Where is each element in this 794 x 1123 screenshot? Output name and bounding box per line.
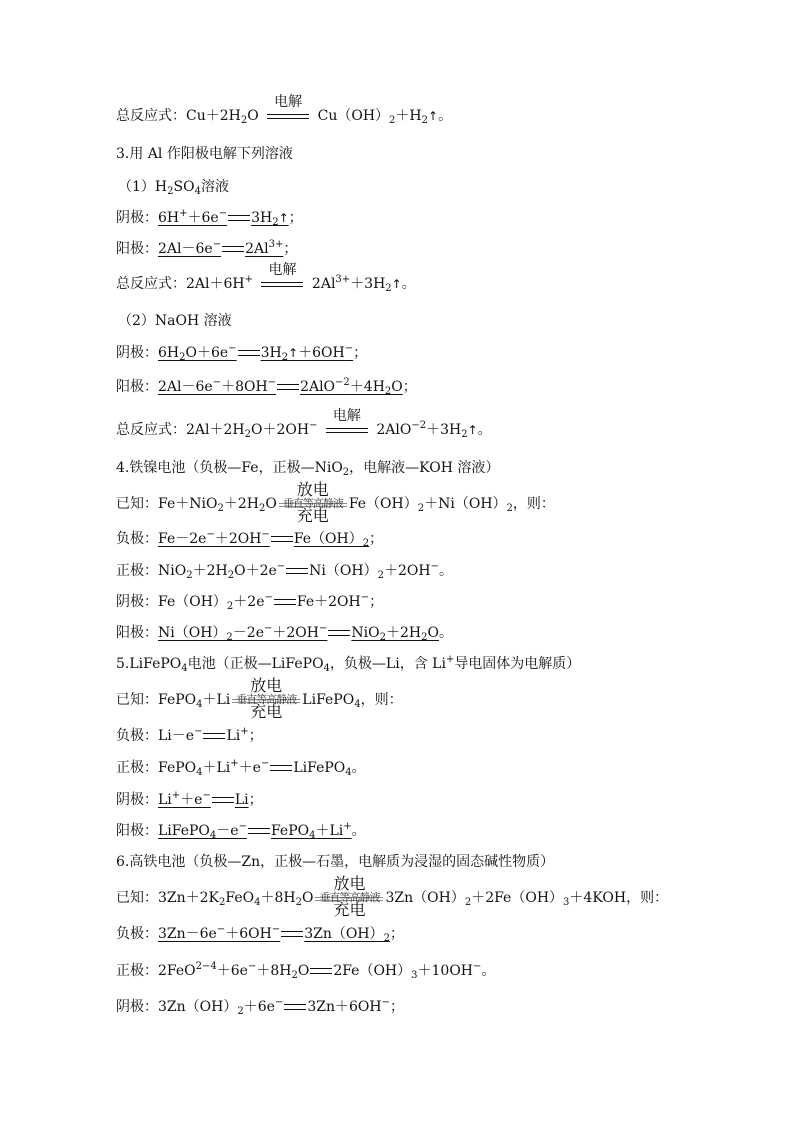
electrolysis-condition	[259, 262, 305, 291]
formula-part: ＋8H	[256, 963, 292, 979]
electrode-label: 负极：	[116, 728, 158, 744]
formula-part: 5.LiFePO	[116, 656, 182, 672]
formula-part: −	[228, 343, 237, 354]
formula-part: ＋6e	[243, 999, 275, 1015]
formula-part: Li	[234, 792, 249, 808]
formula-part: ＋4H	[349, 379, 385, 395]
equals-sign	[212, 797, 234, 803]
text: O	[247, 108, 259, 124]
formula-part: 3H	[251, 210, 273, 226]
text: 。	[351, 823, 366, 839]
formula-part: 4	[309, 830, 316, 841]
formula-part: 3Zn（OH）	[158, 999, 238, 1015]
text: ＋2H	[223, 496, 259, 512]
formula-part: 2	[377, 570, 384, 581]
arrow-watermark: 垂直等高静液	[282, 497, 343, 510]
subscript: 4	[354, 699, 361, 710]
electrode-label: 阴极：	[116, 345, 158, 361]
electrolysis-condition	[324, 408, 370, 437]
formula-part: 2Al	[245, 241, 269, 257]
cathode-h2so4	[116, 208, 303, 228]
text: ，电解液—KOH 溶液）	[349, 460, 500, 476]
formula-part: O	[297, 963, 310, 979]
reversible-arrow	[230, 676, 302, 721]
formula-part: 2	[237, 1006, 244, 1017]
charge-label: 充电	[250, 702, 283, 721]
text: ；	[369, 531, 384, 547]
formula-part: −	[218, 208, 228, 219]
formula-part: ＋Li	[202, 760, 231, 776]
section-4-heading	[116, 458, 499, 478]
formula-part: ↑	[278, 211, 289, 225]
formula-part: 3	[563, 897, 570, 908]
formula-part: Ni（OH）	[158, 625, 227, 641]
equals-sign	[248, 828, 270, 834]
subsection-h2so4	[118, 177, 229, 197]
text: ；	[353, 345, 368, 361]
subscript: 2	[240, 115, 248, 126]
known-reaction-fe-ni	[116, 480, 555, 525]
formula-part: 已知：3Zn＋2K	[116, 890, 220, 906]
reversible-arrow	[277, 480, 349, 525]
text: 总反应式：2Al＋2H	[116, 422, 245, 438]
formula-part: 4	[181, 663, 188, 674]
equals-sign	[270, 765, 292, 771]
formula-part: LiFePO	[293, 760, 346, 776]
formula-part: ＋2H	[192, 563, 228, 579]
formula-part: 4	[323, 663, 330, 674]
subscript: 2	[421, 115, 429, 126]
formula-part: −	[274, 997, 284, 1008]
formula-part: −	[260, 758, 270, 769]
formula-part: −2	[335, 377, 350, 388]
formula-part: Li－e	[158, 728, 195, 744]
subscript: 2	[244, 429, 251, 440]
electrode-label: 阴极：	[116, 594, 158, 610]
equals-sign	[222, 246, 244, 252]
gas-arrow: ↑	[428, 109, 439, 123]
formula-part: −	[430, 561, 439, 572]
negative-lifepo4	[116, 726, 263, 746]
equals-sign	[284, 1004, 306, 1010]
formula-part: 2	[186, 570, 193, 581]
discharge-label: 放电	[296, 480, 329, 499]
formula-part: 2	[383, 933, 390, 944]
subscript: 2	[506, 503, 513, 514]
formula-part: 2	[227, 570, 235, 581]
electrode-label: 阴极：	[116, 792, 158, 808]
formula-part: 4	[209, 830, 217, 841]
negative-ferrate	[116, 924, 404, 944]
text: 4.铁镍电池（负极—Fe，正极—NiO	[116, 460, 343, 476]
formula-part: －e	[216, 823, 239, 839]
formula-part: 2Al－6e	[158, 379, 213, 395]
electrode-label: 阴极：	[116, 210, 158, 226]
text: ＋3H	[350, 276, 386, 292]
text: SO	[173, 179, 195, 195]
equation	[158, 823, 352, 839]
negative-fe-ni	[116, 529, 383, 549]
formula-part: −	[381, 997, 390, 1008]
formula-part: Li	[158, 792, 172, 808]
text: ＋3H	[426, 422, 462, 438]
formula-part: FePO	[270, 823, 310, 839]
formula-part: 2FeO	[158, 963, 196, 979]
formula-part: 导电固体为电解质）	[454, 656, 581, 672]
formula-part: ＋6OH	[298, 345, 345, 361]
superscript: −2	[411, 420, 427, 431]
formula-part: Fe（OH）	[158, 594, 227, 610]
equation	[158, 625, 439, 641]
equals-sign	[277, 384, 299, 390]
formula-part: 2	[281, 352, 289, 363]
formula-part: ＋Li	[315, 823, 344, 839]
superscript: +	[244, 274, 254, 285]
formula-part: −	[212, 377, 222, 388]
formula-part: ，负极—Li，含 Li	[329, 656, 446, 672]
subscript: 2	[461, 429, 468, 440]
known-reaction-lifepo4	[116, 676, 403, 721]
arrow-watermark: 垂直等高静液	[236, 693, 297, 706]
equals-sign	[281, 931, 303, 937]
known-reaction-ferrate	[116, 874, 669, 919]
formula-part: Ni（OH）	[309, 563, 378, 579]
equals-bar	[261, 282, 303, 287]
formula-part: 3H	[260, 345, 282, 361]
formula-part: 6H	[158, 345, 180, 361]
formula-part: 3Zn（OH）	[385, 890, 465, 906]
formula-part: −	[318, 623, 328, 634]
equals-bar	[267, 114, 309, 119]
subscript: 2	[342, 467, 350, 478]
formula-part: 2	[379, 632, 386, 643]
equals-sign	[286, 568, 308, 574]
formula-part: ；	[248, 728, 263, 744]
formula-part: ＋8H	[260, 890, 296, 906]
cathode-ferrate	[116, 997, 404, 1017]
section-5-heading	[116, 654, 580, 674]
equals-sign	[238, 350, 260, 356]
text: Cu（OH）	[317, 108, 390, 124]
formula-part: ＋6OH	[225, 926, 272, 942]
formula-part: 2	[464, 897, 472, 908]
formula-part: +	[445, 654, 455, 665]
formula-part: +	[171, 790, 181, 801]
formula-part: ＋2H	[385, 625, 422, 641]
discharge-label: 放电	[250, 676, 283, 695]
formula-part: 4	[196, 767, 203, 778]
subscript: 4	[194, 186, 201, 197]
text: 已知：FePO	[116, 692, 197, 708]
formula-part: −	[238, 821, 247, 832]
electrode-label: 正极：	[116, 963, 158, 979]
formula-part: 3+	[268, 239, 284, 250]
formula-part: O	[391, 379, 403, 395]
equals-sign	[274, 599, 296, 605]
formula-part: NiO	[351, 625, 380, 641]
electrode-label: 负极：	[116, 531, 158, 547]
formula-part: 3	[411, 970, 418, 981]
positive-fe-ni	[116, 561, 453, 581]
equation	[158, 531, 369, 547]
anode-fe-ni	[116, 623, 453, 643]
cathode-lifepo4	[116, 790, 263, 810]
arrow-watermark: 垂直等高静液	[319, 891, 380, 904]
formula-part: ＋2OH	[214, 531, 262, 547]
text: 2AlO	[376, 422, 412, 438]
text: 2Al	[311, 276, 336, 292]
subscript: 2	[217, 503, 224, 514]
subscript: 2	[389, 115, 396, 126]
formula-part: 2Fe（OH）	[333, 963, 412, 979]
text: 。	[438, 108, 453, 124]
equals-sign	[271, 536, 293, 542]
formula-part: −	[194, 726, 203, 737]
electrode-label: 正极：	[116, 563, 158, 579]
superscript: −	[309, 420, 318, 431]
equals-sign	[310, 968, 332, 974]
formula-part: 2AlO	[300, 379, 336, 395]
formula-part: +	[343, 821, 352, 832]
text: 总反应式：2Al＋6H	[116, 276, 245, 292]
electrode-label: 正极：	[116, 760, 158, 776]
equation	[158, 379, 403, 395]
cathode-naoh	[116, 343, 367, 363]
equals-sign	[328, 630, 350, 636]
formula-part: +	[230, 758, 239, 769]
formula-part: −	[261, 529, 270, 540]
formula-part: Fe－2e	[158, 531, 207, 547]
electrode-label: 负极：	[116, 926, 158, 942]
electrode-label: 阴极：	[116, 999, 158, 1015]
subscript: 2	[167, 186, 174, 197]
formula-part: 2	[219, 897, 226, 908]
formula-part: −	[344, 343, 354, 354]
formula-part: 2	[295, 897, 302, 908]
formula-part: ↑	[288, 346, 299, 360]
text: ＋H	[395, 108, 422, 124]
discharge-label: 放电	[333, 874, 366, 893]
formula-part: O	[302, 890, 314, 906]
charge-label: 充电	[333, 900, 366, 919]
formula-part: O＋6e	[185, 345, 229, 361]
overall-reaction-h2so4	[116, 262, 416, 294]
text: 。	[438, 625, 453, 641]
text: 。	[477, 422, 492, 438]
equation	[158, 792, 249, 808]
formula-part: FePO	[158, 760, 197, 776]
text: ，则：	[512, 496, 555, 512]
formula-part: O	[427, 625, 439, 641]
text: （1）H	[118, 179, 168, 195]
formula-part: −	[202, 790, 211, 801]
formula-part: 2	[291, 970, 298, 981]
charge-label: 充电	[296, 506, 329, 525]
formula-part: ＋6e	[187, 210, 219, 226]
formula-part: +	[179, 208, 188, 219]
formula-part: 3Zn（OH）	[304, 926, 384, 942]
formula-part: 2	[179, 352, 186, 363]
gas-arrow: ↑	[391, 277, 402, 291]
formula-part: 。	[351, 760, 366, 776]
formula-part: 。	[481, 963, 496, 979]
formula-part: 4	[254, 897, 261, 908]
condition-label: 电解	[274, 94, 303, 110]
formula-part: −	[473, 961, 482, 972]
formula-part: −	[216, 924, 226, 935]
text: ，则：	[360, 692, 403, 708]
text: 溶液	[200, 179, 229, 195]
superscript: 3+	[335, 274, 351, 285]
overall-reaction-cu	[116, 94, 453, 126]
text: ＋Li	[202, 692, 231, 708]
subscript: 2	[258, 503, 266, 514]
formula-part: ；	[389, 999, 404, 1015]
formula-part: 2	[272, 217, 279, 228]
formula-part: Fe（OH）	[293, 531, 363, 547]
formula-part: 2	[384, 386, 392, 397]
subscript: 4	[196, 699, 203, 710]
formula-part: 3Zn＋6OH	[307, 999, 382, 1015]
equals-sign	[203, 733, 225, 739]
text: O＋2OH	[251, 422, 310, 438]
electrode-label: 阳极：	[116, 241, 158, 257]
formula-part: −	[276, 561, 286, 572]
cathode-fe-ni	[116, 592, 383, 612]
subscript: 2	[417, 503, 425, 514]
formula-part: 。	[438, 563, 453, 579]
formula-part: ＋e	[180, 792, 203, 808]
formula-part: 3Zn－6e	[158, 926, 217, 942]
text: ；	[283, 241, 298, 257]
formula-part: ＋8OH	[221, 379, 268, 395]
formula-part: ＋2OH	[272, 625, 319, 641]
condition-label: 电解	[332, 408, 361, 424]
formula-part: ＋2Fe（OH）	[471, 890, 564, 906]
anode-h2so4	[116, 239, 297, 259]
formula-part: ＋10OH	[417, 963, 474, 979]
formula-part: 6H	[158, 210, 180, 226]
formula-part: 电池（正极—LiFePO	[187, 656, 324, 672]
subsection-naoh: （2）NaOH 溶液	[118, 313, 232, 329]
formula-part: ＋4KOH，则：	[569, 890, 669, 906]
text: ＋Ni（OH）	[424, 496, 507, 512]
formula-part: FeO	[225, 890, 255, 906]
formula-part: Li	[226, 728, 241, 744]
formula-part: O＋2e	[234, 563, 277, 579]
positive-lifepo4	[116, 758, 366, 778]
formula-part: ＋2OH	[383, 563, 431, 579]
equation	[158, 345, 353, 361]
formula-part: ＋6e	[216, 963, 248, 979]
formula-part: −	[271, 924, 281, 935]
formula-part: ＋2e	[233, 594, 265, 610]
text: 总反应式：Cu＋2H	[116, 108, 241, 124]
formula-part: －2e	[232, 625, 264, 641]
text: Fe（OH）	[348, 496, 418, 512]
overall-reaction-naoh	[116, 408, 492, 440]
formula-part: −	[206, 529, 215, 540]
formula-part: +	[240, 726, 249, 737]
formula-part: −	[212, 239, 222, 250]
formula-part: −	[267, 377, 277, 388]
formula-part: −	[360, 592, 370, 603]
equals-sign	[228, 215, 250, 221]
equation	[158, 241, 283, 257]
condition-label: 电解	[268, 262, 297, 278]
formula-part: −	[264, 592, 273, 603]
formula-part: 2	[226, 632, 233, 643]
formula-part: ＋e	[238, 760, 261, 776]
gas-arrow: ↑	[467, 423, 478, 437]
subscript: 2	[385, 283, 392, 294]
text: ；	[288, 210, 303, 226]
electrode-label: 阳极：	[116, 625, 158, 641]
text: ；	[389, 926, 404, 942]
text: LiFePO	[302, 692, 355, 708]
reversible-arrow	[313, 874, 385, 919]
section-3-heading: 3.用 Al 作阳极电解下列溶液	[116, 146, 293, 162]
formula-part: 2	[362, 538, 370, 549]
text: O	[265, 496, 277, 512]
text: 已知：Fe＋NiO	[116, 496, 218, 512]
electrode-label: 阳极：	[116, 823, 158, 839]
formula-part: 4	[345, 767, 352, 778]
text: 。	[401, 276, 416, 292]
electrolysis-condition	[265, 94, 311, 123]
formula-part: Fe＋2OH	[296, 594, 361, 610]
equation	[158, 210, 289, 226]
formula-part: 2	[421, 632, 428, 643]
formula-part: 2	[226, 601, 234, 612]
formula-part: −	[264, 623, 273, 634]
text: ；	[248, 792, 263, 808]
formula-part: LiFePO	[158, 823, 210, 839]
equals-bar	[326, 428, 368, 433]
formula-part: ；	[369, 594, 384, 610]
electrode-label: 阳极：	[116, 379, 158, 395]
anode-naoh	[116, 377, 417, 397]
formula-part: NiO	[158, 563, 187, 579]
formula-part: −	[247, 961, 257, 972]
equation	[158, 926, 390, 942]
formula-part: 2−4	[195, 961, 217, 972]
text: ；	[402, 379, 417, 395]
anode-lifepo4	[116, 821, 366, 841]
positive-ferrate	[116, 961, 495, 981]
formula-part: 2Al－6e	[158, 241, 213, 257]
section-6-heading: 6.高铁电池（负极—Zn，正极—石墨，电解质为浸湿的固态碱性物质）	[116, 854, 555, 870]
